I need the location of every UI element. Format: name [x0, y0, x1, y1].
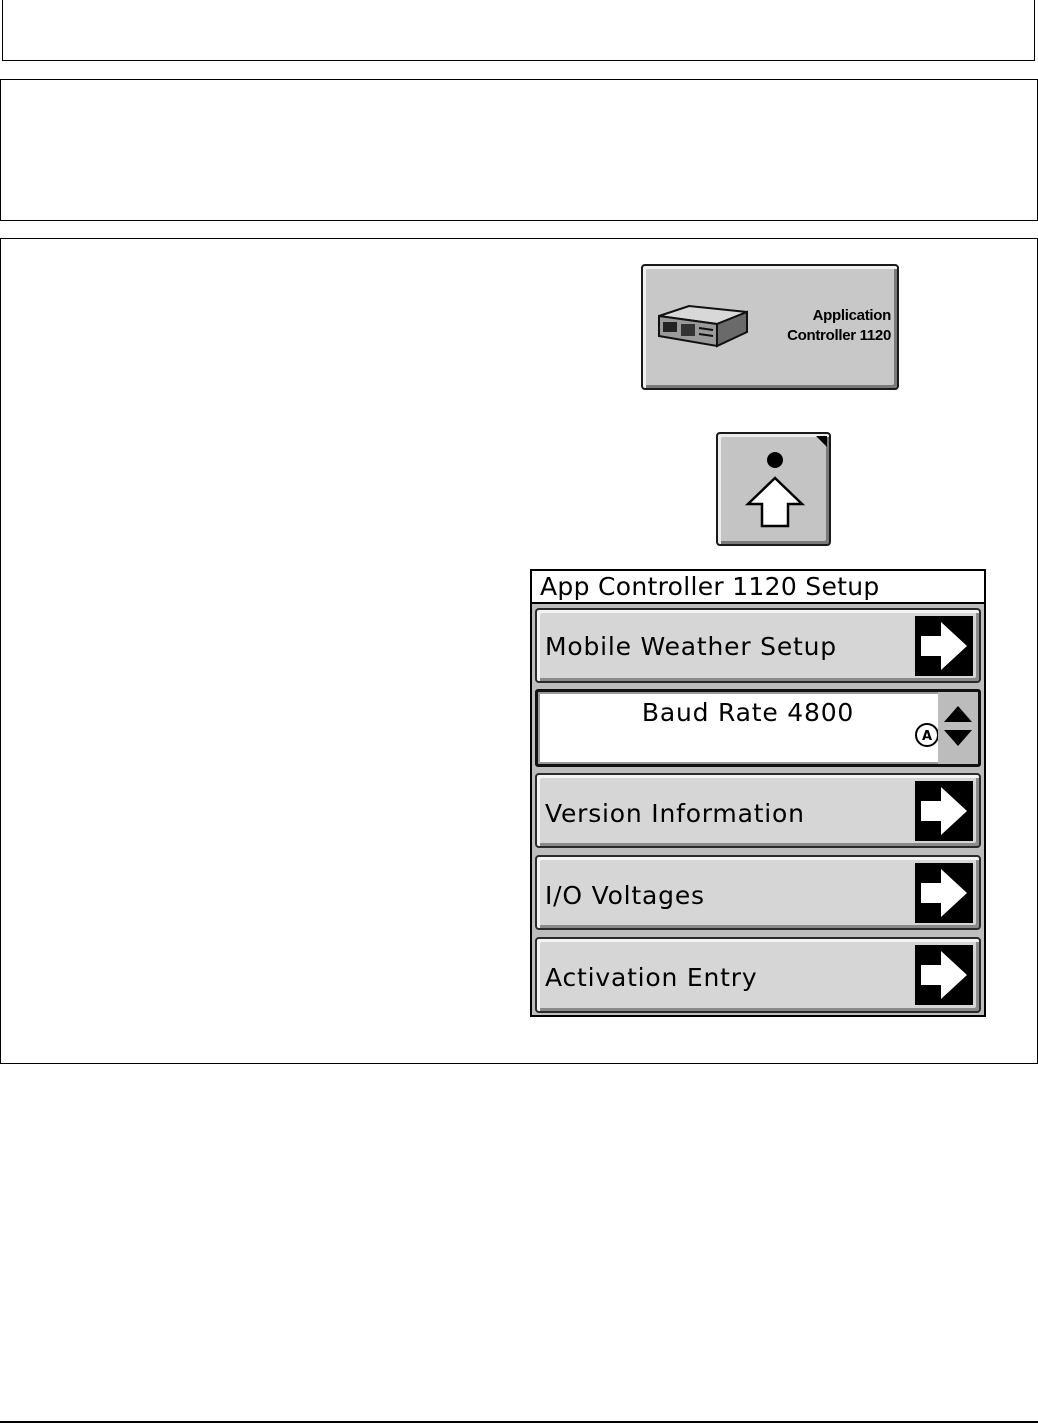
- footer-rule: [0, 1421, 1038, 1423]
- io-voltages-label: I/O Voltages: [545, 881, 705, 910]
- callout-a-label: [914, 722, 940, 752]
- activation-entry-label: Activation Entry: [545, 963, 758, 992]
- up-down-spinner-icon[interactable]: [938, 692, 978, 764]
- io-voltages-button[interactable]: [535, 855, 981, 930]
- shift-button[interactable]: [716, 432, 831, 546]
- application-controller-button[interactable]: [641, 264, 899, 390]
- app-label-line2: Controller 1120: [787, 327, 891, 344]
- controller-device-icon: [655, 302, 755, 356]
- mobile-weather-setup-button[interactable]: [535, 608, 981, 683]
- panel-title: App Controller 1120 Setup: [532, 571, 984, 604]
- right-arrow-icon: [915, 781, 973, 841]
- right-arrow-icon: [915, 616, 973, 676]
- application-controller-label: [741, 306, 891, 346]
- activation-entry-button[interactable]: [535, 937, 981, 1013]
- callout-a-text: A: [921, 729, 933, 744]
- right-arrow-icon: [915, 945, 973, 1005]
- version-information-button[interactable]: [535, 773, 981, 848]
- baud-rate-value: Baud Rate 4800: [641, 698, 855, 727]
- version-information-label: Version Information: [545, 799, 805, 828]
- mobile-weather-setup-label: Mobile Weather Setup: [545, 632, 837, 661]
- right-arrow-icon: [915, 863, 973, 923]
- header-frame: [2, 0, 1035, 61]
- baud-rate-field[interactable]: [535, 689, 981, 767]
- text-frame: [0, 79, 1038, 221]
- app-label-line1: Application: [812, 307, 891, 324]
- shift-up-arrow-icon: [718, 434, 829, 544]
- setup-panel: [530, 569, 986, 1017]
